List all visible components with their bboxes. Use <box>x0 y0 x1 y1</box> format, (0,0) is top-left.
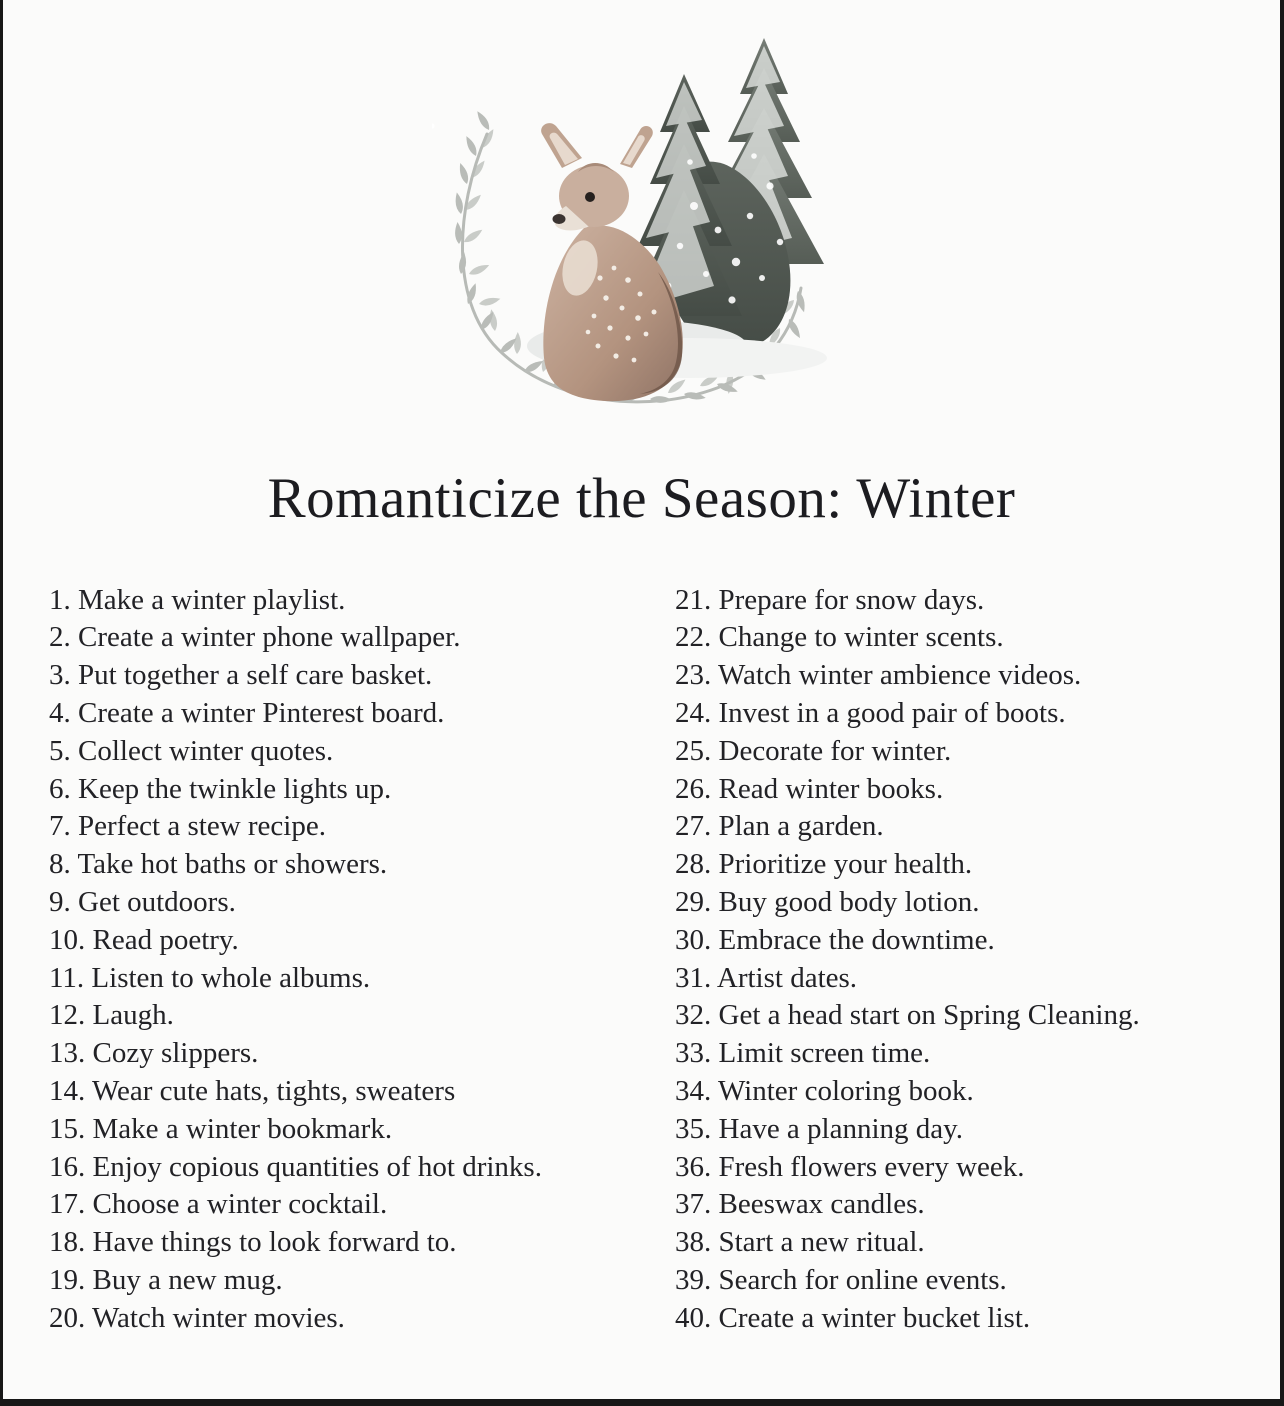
list-item: 37. Beeswax candles. <box>675 1188 925 1221</box>
list-item: 39. Search for online events. <box>675 1263 1007 1296</box>
list-item: 28. Prioritize your health. <box>675 848 973 881</box>
list-item: 35. Have a planning day. <box>675 1112 964 1145</box>
list-item: 16. Enjoy copious quantities of hot drinks. <box>49 1150 542 1183</box>
list-item: 7. Perfect a stew recipe. <box>49 810 326 843</box>
list-item: 34. Winter coloring book. <box>675 1074 974 1107</box>
list-item: 6. Keep the twinkle lights up. <box>49 772 392 805</box>
list-item: 5. Collect winter quotes. <box>49 734 334 767</box>
list-item: 24. Invest in a good pair of boots. <box>675 696 1066 729</box>
list-item: 12. Laugh. <box>49 999 174 1032</box>
list-item: 14. Wear cute hats, tights, sweaters <box>49 1074 456 1107</box>
list-item: 36. Fresh flowers every week. <box>675 1150 1025 1183</box>
list-item: 22. Change to winter scents. <box>675 621 1004 654</box>
list-item: 30. Embrace the downtime. <box>675 923 995 956</box>
header-illustration <box>3 0 1280 430</box>
list-item: 9. Get outdoors. <box>49 885 236 918</box>
list-item: 18. Have things to look forward to. <box>49 1226 457 1259</box>
list-item: 38. Start a new ritual. <box>675 1226 925 1259</box>
list-item: 11. Listen to whole albums. <box>49 961 371 994</box>
list-columns <box>3 582 1280 1338</box>
list-item: 19. Buy a new mug. <box>49 1263 283 1296</box>
list-item: 10. Read poetry. <box>49 923 239 956</box>
list-item: 32. Get a head start on Spring Cleaning. <box>675 999 1140 1032</box>
list-item: 4. Create a winter Pinterest board. <box>49 696 445 729</box>
list-item: 1. Make a winter playlist. <box>49 583 346 616</box>
list-item: 33. Limit screen time. <box>675 1037 931 1070</box>
list-item: 23. Watch winter ambience videos. <box>675 659 1082 692</box>
list-item: 3. Put together a self care basket. <box>49 659 433 692</box>
list-item: 26. Read winter books. <box>675 772 944 805</box>
bucket-list-page <box>3 0 1280 1337</box>
list-item: 29. Buy good body lotion. <box>675 885 980 918</box>
list-item: 31. Artist dates. <box>675 961 858 994</box>
list-item: 21. Prepare for snow days. <box>675 583 985 616</box>
list-item: 15. Make a winter bookmark. <box>49 1112 393 1145</box>
page-title: Romanticize the Season: Winter <box>267 467 1016 530</box>
list-item: 27. Plan a garden. <box>675 810 884 843</box>
fawn-wreath-illustration <box>432 16 852 428</box>
list-column-left <box>49 582 675 1338</box>
list-item: 17. Choose a winter cocktail. <box>49 1188 388 1221</box>
list-item: 13. Cozy slippers. <box>49 1037 259 1070</box>
list-item: 20. Watch winter movies. <box>49 1301 345 1334</box>
list-item: 25. Decorate for winter. <box>675 734 952 767</box>
list-item: 40. Create a winter bucket list. <box>675 1301 1031 1334</box>
list-column-right <box>675 582 1250 1338</box>
list-item: 2. Create a winter phone wallpaper. <box>49 621 461 654</box>
list-item: 8. Take hot baths or showers. <box>49 848 388 881</box>
